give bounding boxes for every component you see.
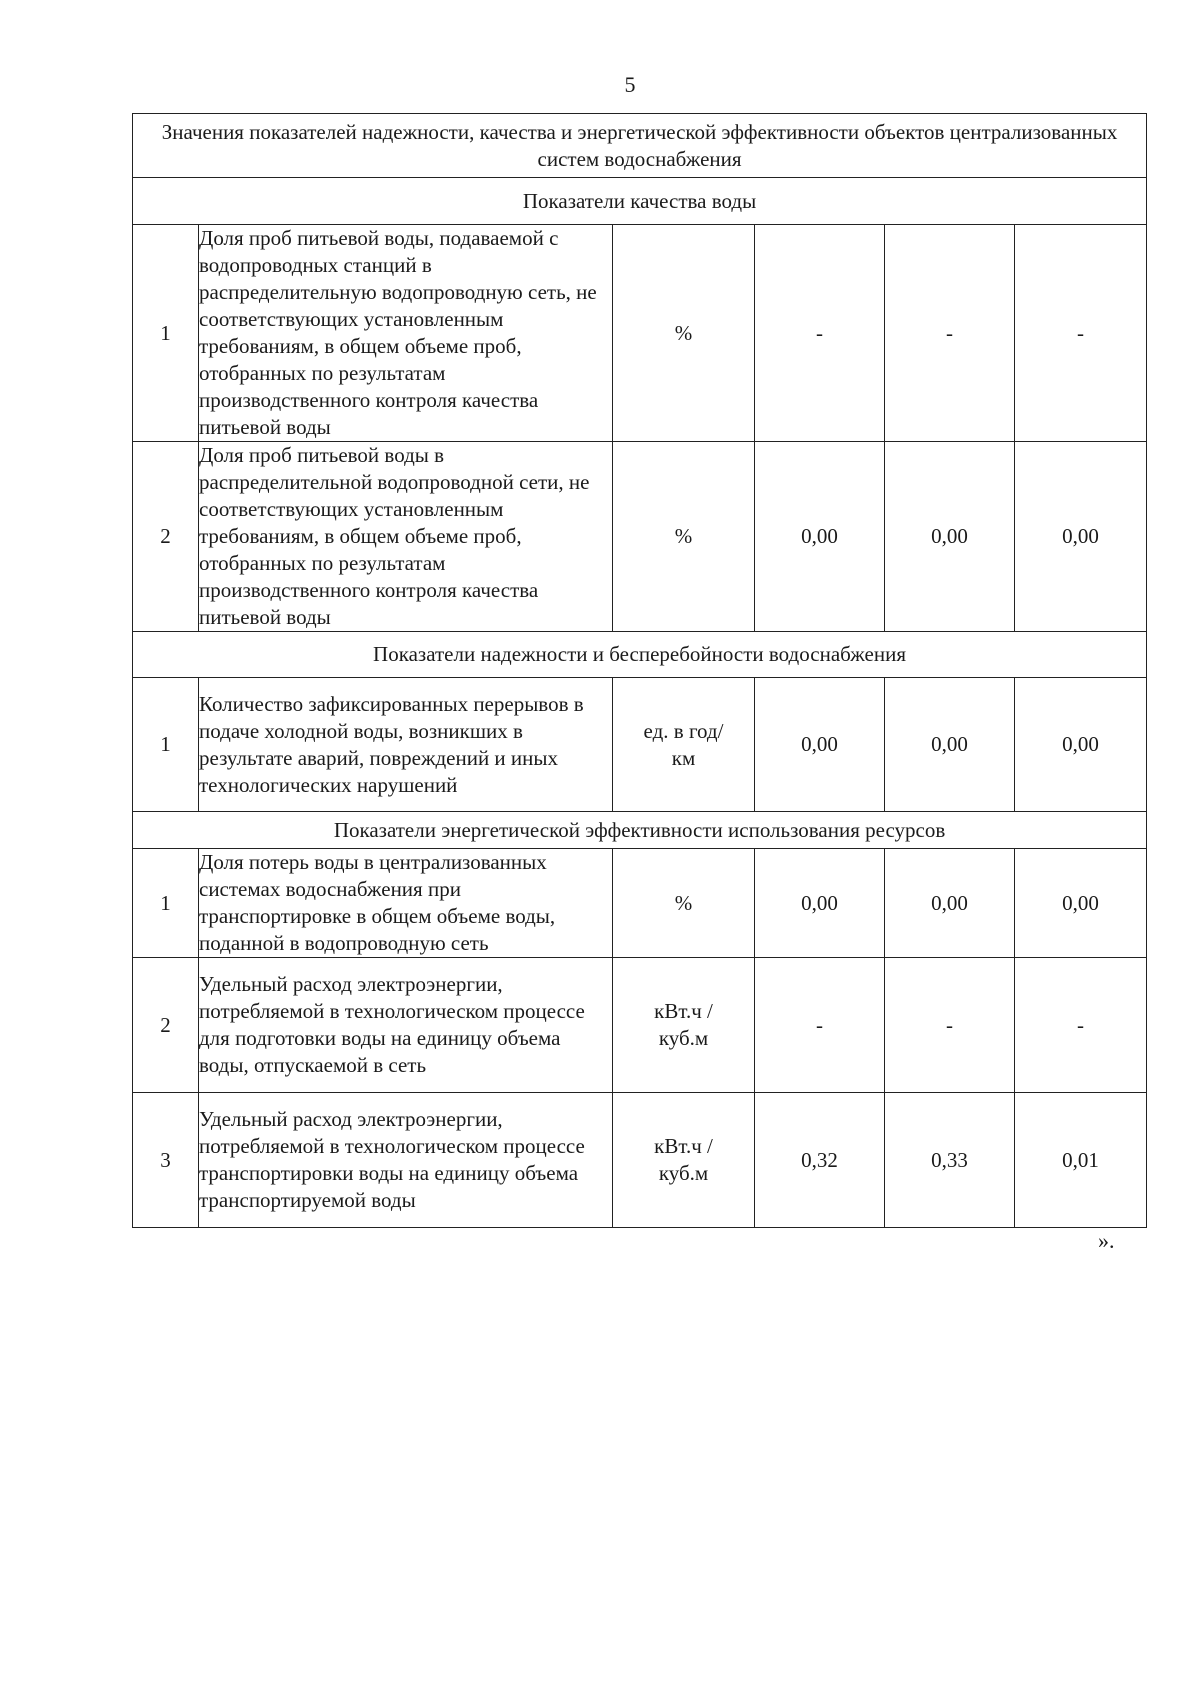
value-cell: - xyxy=(755,225,885,442)
unit-cell xyxy=(613,678,755,812)
row-number: 2 xyxy=(133,958,199,1093)
value-cell: - xyxy=(755,958,885,1093)
value-cell: - xyxy=(885,225,1015,442)
row-number: 1 xyxy=(133,225,199,442)
section-heading-energy: Показатели энергетической эффективности использования ресурсов xyxy=(133,812,1147,849)
value-cell: 0,00 xyxy=(1015,678,1147,812)
indicator-description: Доля потерь воды в централизованных системах водоснабжения при транспортировке в общем объеме воды, поданной в водопроводную сеть xyxy=(199,849,613,958)
table-row xyxy=(133,1093,1147,1228)
indicator-description: Количество зафиксированных перерывов в подаче холодной воды, возникших в результате аварий, повреждений и иных технологических нарушений xyxy=(199,678,613,812)
value-cell: - xyxy=(1015,225,1147,442)
row-number: 2 xyxy=(133,442,199,632)
value-cell: 0,00 xyxy=(1015,849,1147,958)
unit-cell: % xyxy=(613,849,755,958)
value-cell: - xyxy=(885,958,1015,1093)
value-cell: 0,33 xyxy=(885,1093,1015,1228)
unit-text: ед. в год/ км xyxy=(643,718,724,770)
indicator-description: Удельный расход электроэнергии, потребляемой в технологическом процессе транспортировки воды на единицу объема транспортируемой воды xyxy=(199,1093,613,1228)
value-cell: 0,00 xyxy=(885,849,1015,958)
value-cell: 0,00 xyxy=(755,849,885,958)
table-title: Значения показателей надежности, качества и энергетической эффективности объектов централизованных систем водоснабжения xyxy=(133,114,1147,178)
page-number: 5 xyxy=(624,72,636,97)
unit-cell xyxy=(613,958,755,1093)
table-row xyxy=(133,442,1147,632)
table-row xyxy=(133,678,1147,812)
section-heading-row xyxy=(133,632,1147,678)
row-number: 1 xyxy=(133,678,199,812)
section-heading-reliability: Показатели надежности и бесперебойности водоснабжения xyxy=(133,632,1147,678)
value-cell: 0,00 xyxy=(1015,442,1147,632)
section-heading-row xyxy=(133,812,1147,849)
value-cell: - xyxy=(1015,958,1147,1093)
value-cell: 0,32 xyxy=(755,1093,885,1228)
table-row xyxy=(133,958,1147,1093)
indicator-description: Доля проб питьевой воды в распределительной водопроводной сети, не соответствующих установленным требованиям, в общем объеме проб, отобранных по результатам производственного контроля качества питьевой воды xyxy=(199,442,613,632)
unit-text: кВт.ч / куб.м xyxy=(654,1134,713,1185)
value-cell: 0,00 xyxy=(885,678,1015,812)
value-cell: 0,00 xyxy=(755,678,885,812)
value-cell: 0,00 xyxy=(755,442,885,632)
indicator-description: Доля проб питьевой воды, подаваемой с водопроводных станций в распределительную водопроводную сеть, не соответствующих установленным требованиям, в общем объеме проб, отобранных по результатам производственного контроля качества питьевой воды xyxy=(199,225,613,442)
indicators-table xyxy=(132,113,1147,1228)
unit-cell xyxy=(613,1093,755,1228)
unit-cell: % xyxy=(613,442,755,632)
section-heading-quality: Показатели качества воды xyxy=(133,178,1147,225)
table-row xyxy=(133,225,1147,442)
section-heading-row xyxy=(133,178,1147,225)
indicator-description: Удельный расход электроэнергии, потребляемой в технологическом процессе для подготовки воды на единицу объема воды, отпускаемой в сеть xyxy=(199,958,613,1093)
unit-text: кВт.ч / куб.м xyxy=(654,999,713,1050)
value-cell: 0,01 xyxy=(1015,1093,1147,1228)
value-cell: 0,00 xyxy=(885,442,1015,632)
closing-quote-mark: ». xyxy=(1098,1228,1115,1253)
table-row xyxy=(133,849,1147,958)
row-number: 3 xyxy=(133,1093,199,1228)
table-title-row xyxy=(133,114,1147,178)
row-number: 1 xyxy=(133,849,199,958)
unit-cell: % xyxy=(613,225,755,442)
